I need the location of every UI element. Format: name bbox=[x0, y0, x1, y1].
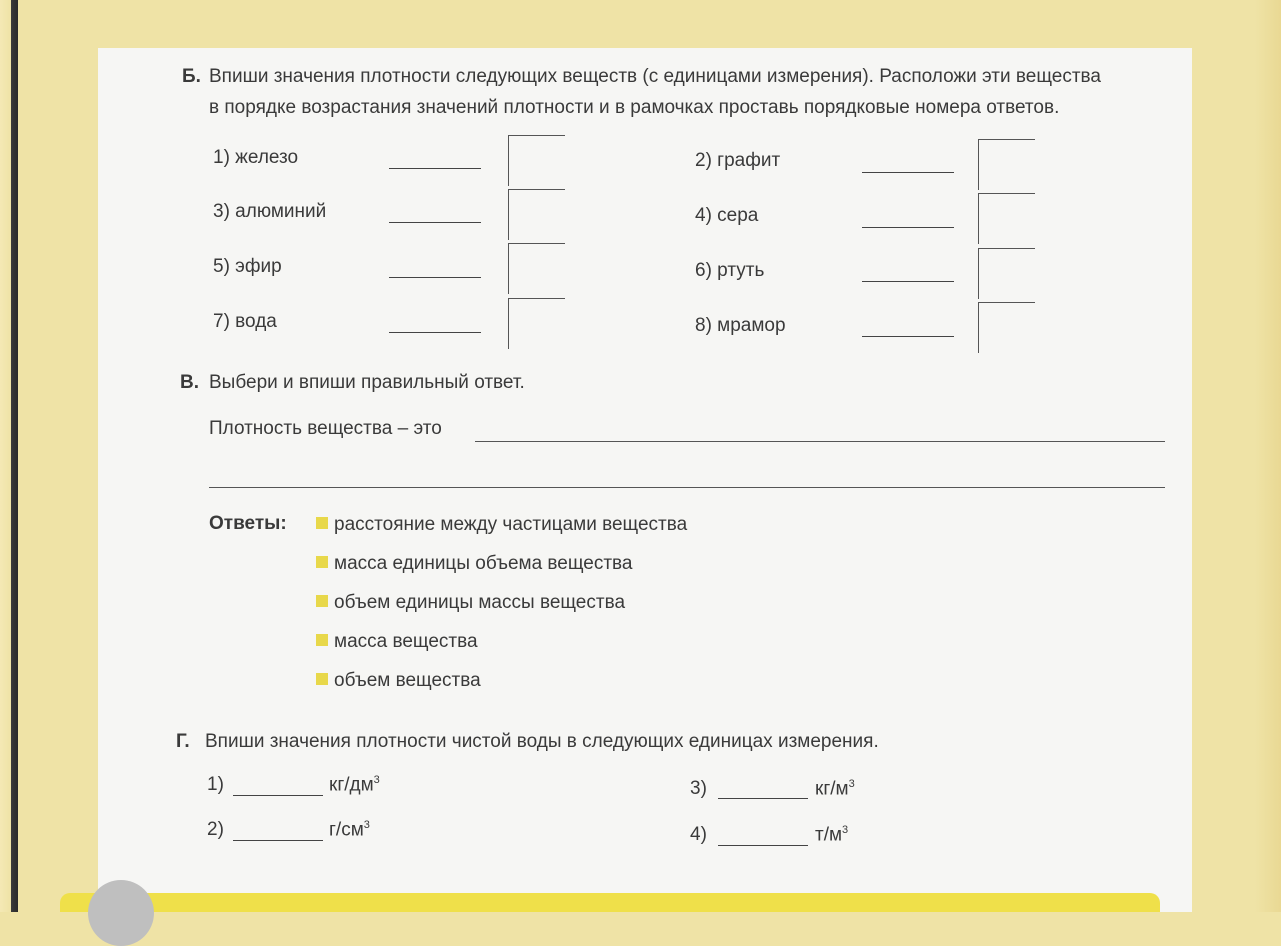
sulfur-density-blank[interactable] bbox=[862, 227, 954, 228]
water-g-cm3-blank[interactable] bbox=[233, 840, 323, 841]
mercury-order-box[interactable] bbox=[978, 248, 1035, 299]
page-number-badge bbox=[88, 880, 154, 946]
water-unit-item-3: 3) bbox=[690, 778, 707, 799]
sulfur-order-box[interactable] bbox=[978, 193, 1035, 244]
unit-kg-dm3: $кг/дм^3$ bbox=[329, 774, 380, 796]
aluminium-density-blank[interactable] bbox=[389, 222, 481, 223]
definition-answer-line-1[interactable] bbox=[475, 441, 1165, 442]
ether-order-box[interactable] bbox=[508, 243, 565, 294]
definition-answer-line-2[interactable] bbox=[209, 487, 1165, 488]
mercury-density-blank[interactable] bbox=[862, 281, 954, 282]
water-t-m3-blank[interactable] bbox=[718, 845, 808, 846]
answer-option-2[interactable]: масса единицы объема вещества bbox=[316, 553, 633, 575]
substance-item-iron: 1) железо bbox=[213, 147, 299, 168]
iron-density-blank[interactable] bbox=[389, 168, 481, 169]
water-kg-m3-blank[interactable] bbox=[718, 798, 808, 799]
substance-item-water: 7) вода bbox=[213, 311, 277, 332]
marble-order-box[interactable] bbox=[978, 302, 1035, 353]
section-b-letter: Б. bbox=[182, 66, 201, 87]
iron-order-box[interactable] bbox=[508, 135, 565, 186]
substance-item-ether: 5) эфир bbox=[213, 256, 282, 277]
answer-option-3[interactable]: объем единицы массы вещества bbox=[316, 592, 625, 614]
substance-item-graphite: 2) графит bbox=[695, 150, 781, 171]
answer-option-1[interactable]: расстояние между частицами вещества bbox=[316, 514, 687, 536]
section-g-letter: Г. bbox=[176, 731, 190, 752]
water-kg-dm3-blank[interactable] bbox=[233, 795, 323, 796]
density-definition-prompt: Плотность вещества – это bbox=[209, 418, 442, 439]
answer-option-5[interactable]: объем вещества bbox=[316, 670, 481, 692]
water-unit-item-4: 4) bbox=[690, 824, 707, 845]
substance-item-marble: 8) мрамор bbox=[695, 315, 786, 336]
section-v-heading: Выбери и впиши правильный ответ. bbox=[209, 372, 525, 393]
water-unit-item-2: 2) bbox=[207, 819, 224, 840]
unit-g-cm3: $г/см^3$ bbox=[329, 819, 370, 841]
substance-item-mercury: 6) ртуть bbox=[695, 260, 765, 281]
footer-band bbox=[60, 893, 1160, 912]
answer-option-4[interactable]: масса вещества bbox=[316, 631, 478, 653]
bullet-square-icon bbox=[316, 673, 328, 685]
section-b-instruction-line1: Впиши значения плотности следующих веществ (с единицами измерения). Расположи эти вещества bbox=[209, 66, 1101, 87]
section-g-heading: Впиши значения плотности чистой воды в следующих единицах измерения. bbox=[205, 731, 879, 752]
page-edge-right bbox=[1255, 0, 1281, 912]
aluminium-order-box[interactable] bbox=[508, 189, 565, 240]
ether-density-blank[interactable] bbox=[389, 277, 481, 278]
bullet-square-icon bbox=[316, 595, 328, 607]
section-v-letter: В. bbox=[180, 372, 199, 393]
water-density-blank[interactable] bbox=[389, 332, 481, 333]
water-unit-item-1: 1) bbox=[207, 774, 224, 795]
bullet-square-icon bbox=[316, 517, 328, 529]
water-order-box[interactable] bbox=[508, 298, 565, 349]
graphite-density-blank[interactable] bbox=[862, 172, 954, 173]
marble-density-blank[interactable] bbox=[862, 336, 954, 337]
substance-item-sulfur: 4) сера bbox=[695, 205, 759, 226]
section-b-instruction-line2: в порядке возрастания значений плотности и в рамочках проставь порядковые номера ответов. bbox=[209, 97, 1060, 118]
page-edge-left bbox=[0, 0, 18, 912]
substance-item-aluminium: 3) алюминий bbox=[213, 201, 327, 222]
unit-kg-m3: $кг/м^3$ bbox=[815, 778, 855, 800]
unit-t-m3: $т/м^3$ bbox=[815, 824, 849, 846]
bullet-square-icon bbox=[316, 634, 328, 646]
answers-label: Ответы: bbox=[209, 513, 287, 534]
bullet-square-icon bbox=[316, 556, 328, 568]
graphite-order-box[interactable] bbox=[978, 139, 1035, 190]
